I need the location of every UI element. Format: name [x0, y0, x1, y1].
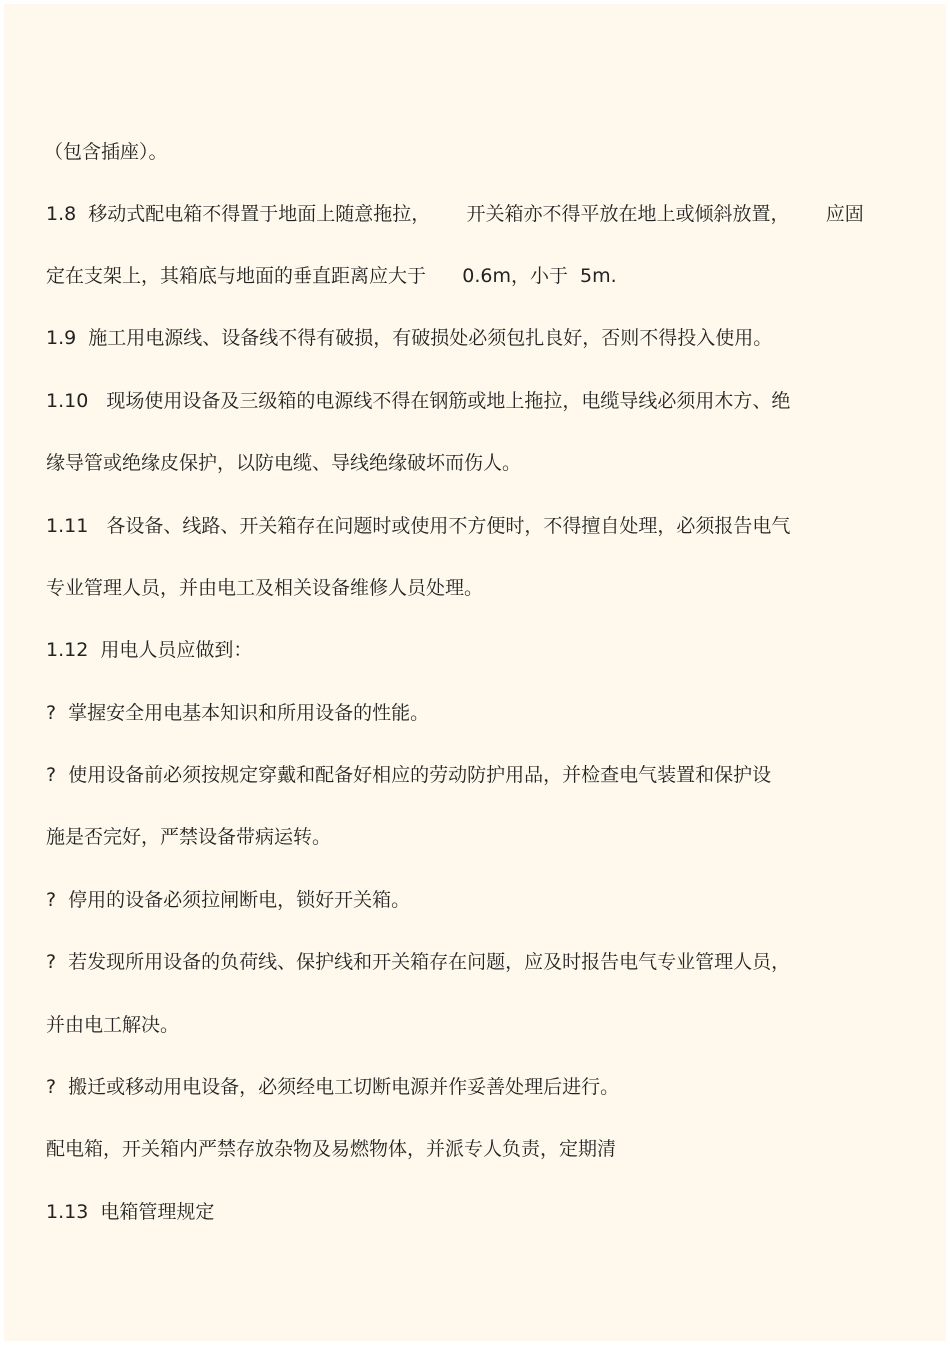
text-line: 1.8 移动式配电箱不得置于地面上随意拖拉， 开关箱亦不得平放在地上或倾斜放置， 应固	[46, 203, 864, 225]
text-line: 1.11 各设备、线路、开关箱存在问题时或使用不方便时，不得擅自处理，必须报告电气	[46, 515, 791, 537]
text-line: ? 若发现所用设备的负荷线、保护线和开关箱存在问题，应及时报告电气专业管理人员，	[46, 951, 791, 973]
text-line: ? 使用设备前必须按规定穿戴和配备好相应的劳动防护用品，并检查电气装置和保护设	[46, 764, 772, 786]
text-line: 1.10 现场使用设备及三级箱的电源线不得在钢筋或地上拖拉，电缆导线必须用木方、绝	[46, 390, 791, 412]
text-line: ? 搬迁或移动用电设备，必须经电工切断电源并作妥善处理后进行。	[46, 1076, 620, 1098]
text-line: 施是否完好，严禁设备带病运转。	[46, 826, 332, 848]
text-line: ? 停用的设备必须拉闸断电，锁好开关箱。	[46, 889, 411, 911]
text-line: ? 掌握安全用电基本知识和所用设备的性能。	[46, 702, 430, 724]
text-line: 1.13 电箱管理规定	[46, 1201, 215, 1223]
text-line: 配电箱，开关箱内严禁存放杂物及易燃物体，并派专人负责，定期清	[46, 1138, 617, 1160]
text-line: 专业管理人员，并由电工及相关设备维修人员处理。	[46, 577, 484, 599]
text-line: 1.12 用电人员应做到：	[46, 639, 253, 661]
text-line: 并由电工解决。	[46, 1014, 180, 1036]
text-line: （包含插座）。	[44, 141, 168, 163]
text-line: 定在支架上，其箱底与地面的垂直距离应大于 0.6m，小于 5m.	[46, 265, 617, 287]
document-page	[4, 4, 946, 1341]
text-line: 1.9 施工用电源线、设备线不得有破损，有破损处必须包扎良好，否则不得投入使用。	[46, 327, 773, 349]
text-line: 缘导管或绝缘皮保护，以防电缆、导线绝缘破坏而伤人。	[46, 452, 522, 474]
